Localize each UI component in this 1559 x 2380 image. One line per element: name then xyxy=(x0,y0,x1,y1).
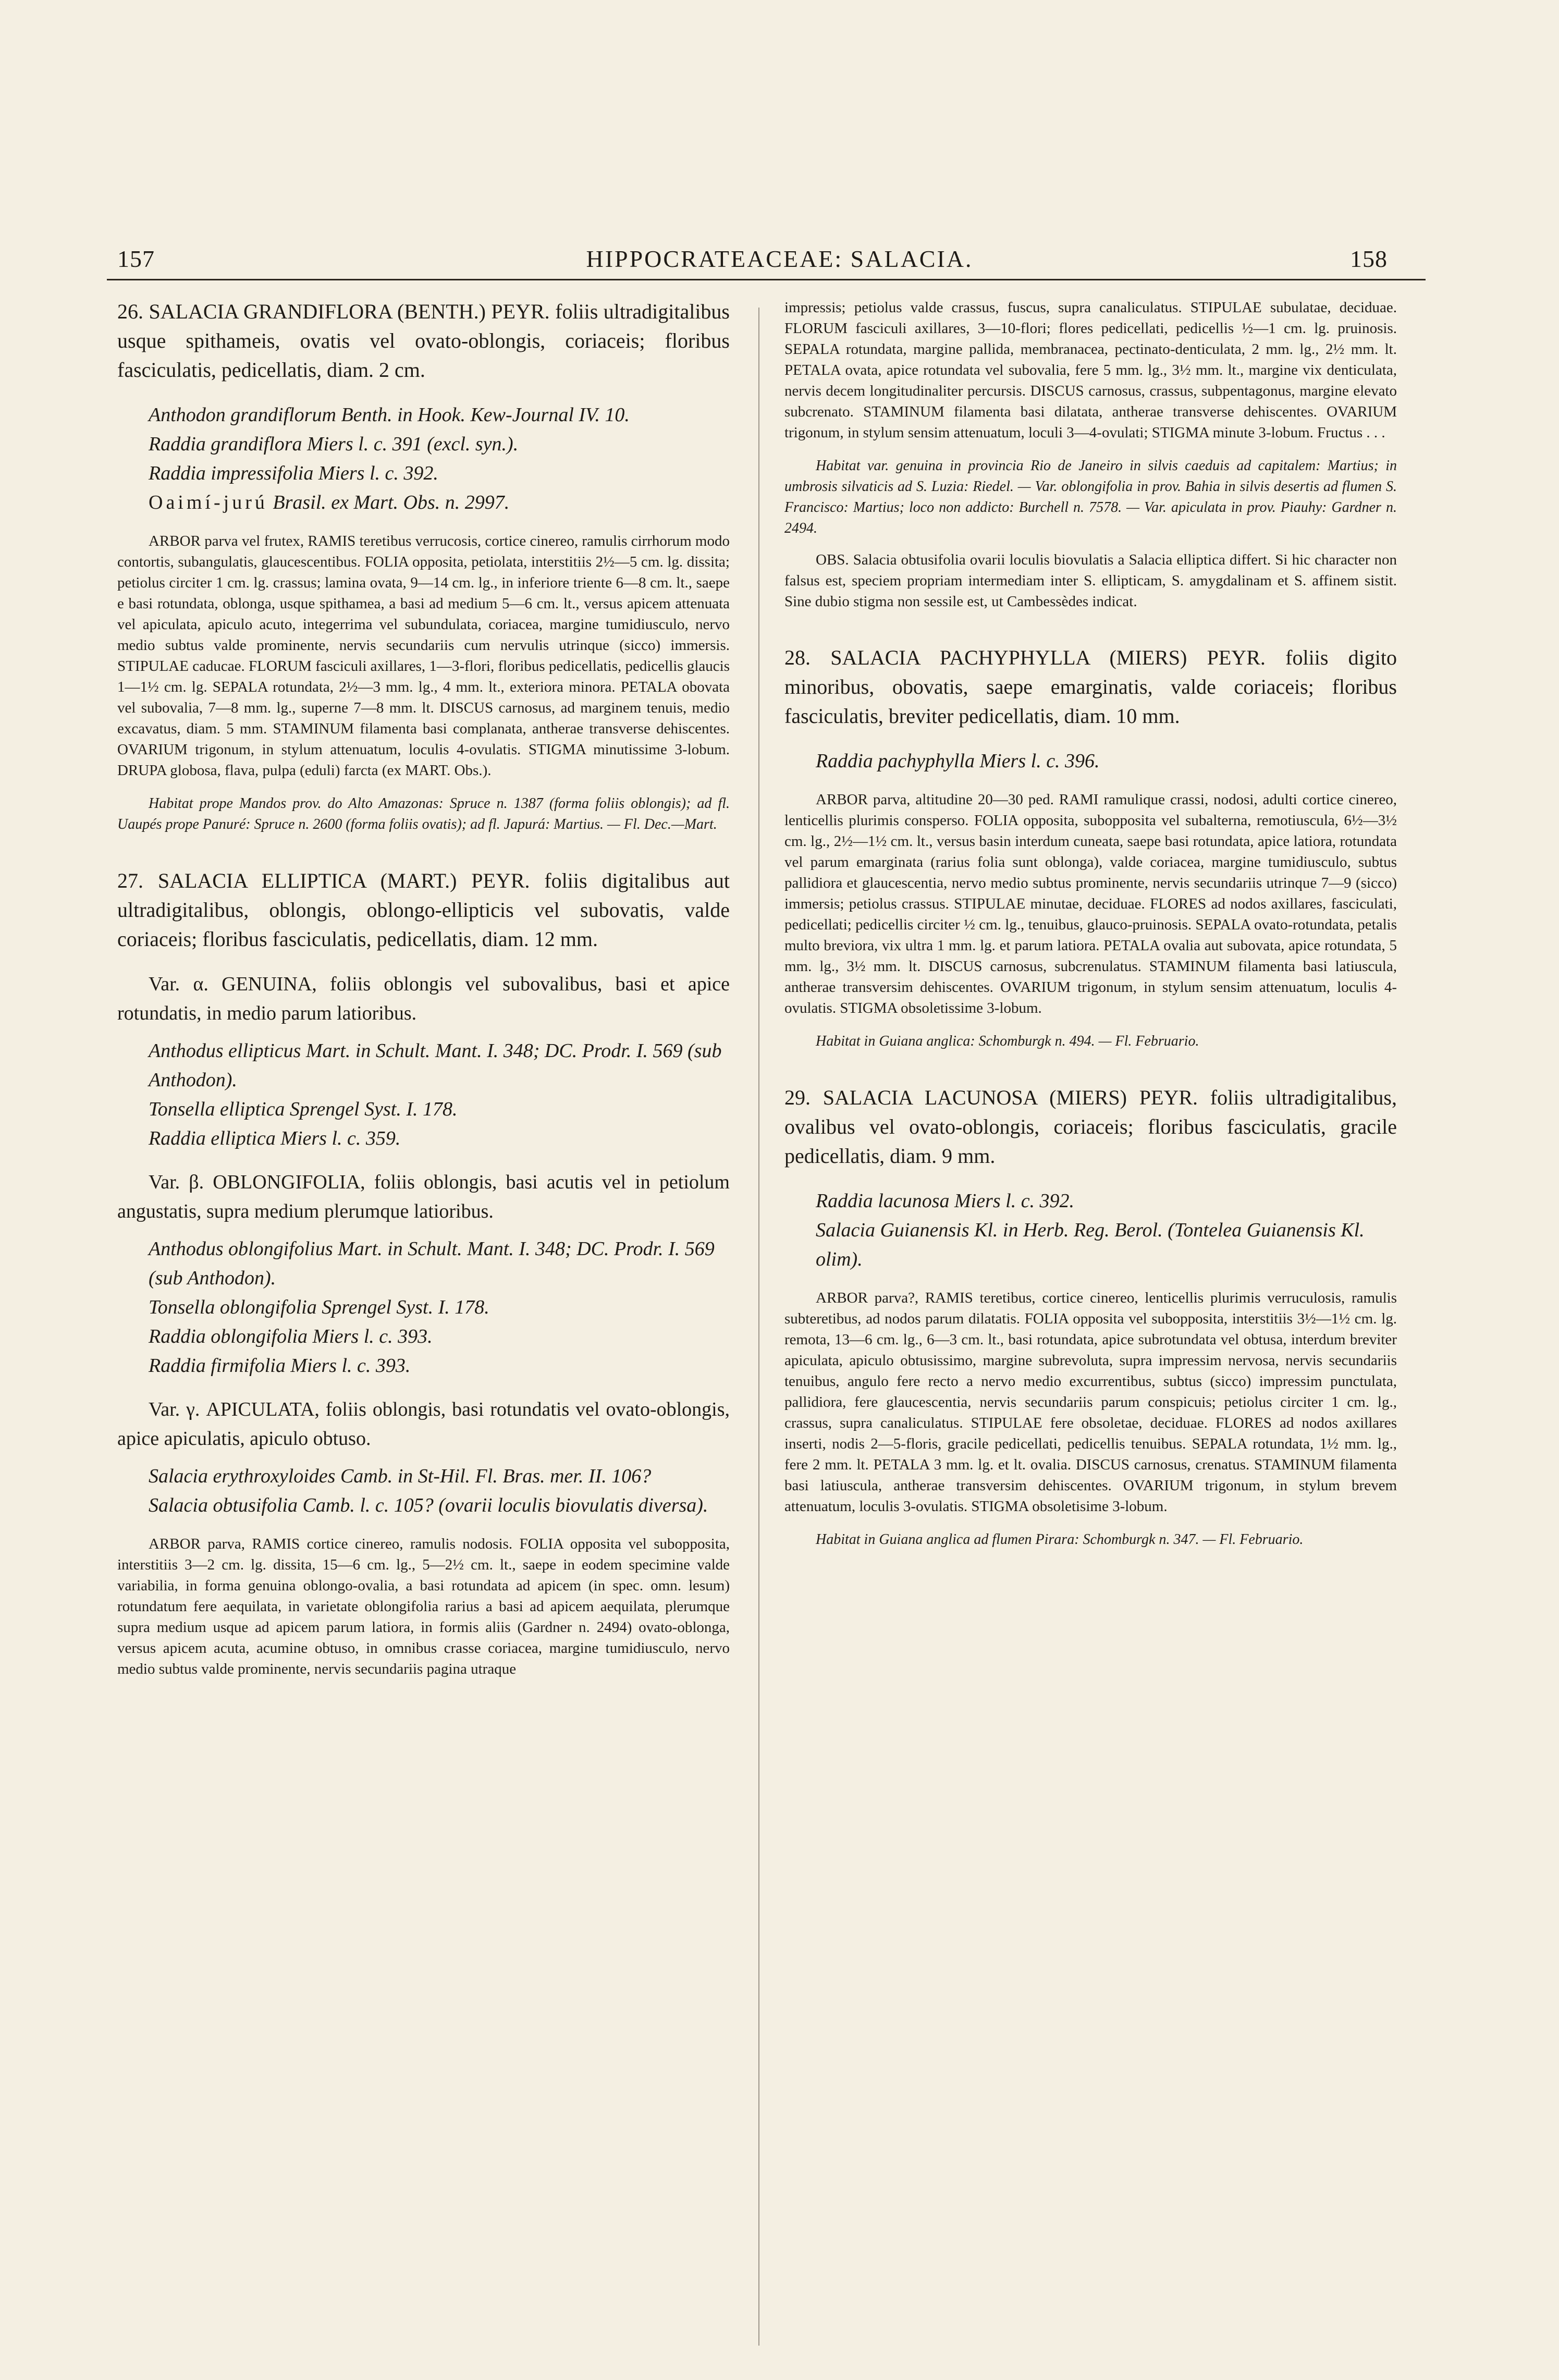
species-26-habitat: Habitat prope Mandos prov. do Alto Amazonas: Spruce n. 1387 (forma foliis oblongis); ad fl. Uaupés prope Panuré: Spruce n. 2600 (forma foliis ovatis); ad fl. Japurá: Martius. — Fl. Dec.—Mart. xyxy=(117,795,730,832)
left-column xyxy=(117,297,730,1692)
variety-alpha-synonyms xyxy=(117,1036,730,1153)
species-27-observation: OBS. Salacia obtusifolia ovarii loculis biovulatis a Salacia elliptica differt. Si hic character non falsus est, speciem propriam intermediam inter S. ellipticam, S. amygdalinam et S. affinem sistit. Sine dubio stigma non sessile est, ut Cambessèdes indicat. xyxy=(784,551,1397,610)
vernacular-name xyxy=(117,488,730,517)
species-26-heading: 26. SALACIA GRANDIFLORA (BENTH.) PEYR. foliis ultradigitalibus usque spithameis, ovatis vel ovato-oblongis, coriaceis; floribus fasciculatis, pedicellatis, diam. 2 cm. xyxy=(117,300,730,382)
column-divider xyxy=(758,308,759,2346)
species-26-synonyms xyxy=(117,400,730,517)
page-number-left: 157 xyxy=(117,246,155,272)
variety-beta-synonyms xyxy=(117,1234,730,1380)
species-28-heading: 28. SALACIA PACHYPHYLLA (MIERS) PEYR. foliis digito minoribus, obovatis, saepe emarginatis, valde coriaceis; floribus fasciculatis, breviter pedicellatis, diam. 10 mm. xyxy=(784,646,1397,728)
synonym: Raddia oblongifolia Miers l. c. 393. xyxy=(149,1326,433,1347)
synonym: Salacia erythroxyloides Camb. in St-Hil. Fl. Bras. mer. II. 106? xyxy=(149,1465,652,1487)
synonym: Raddia firmifolia Miers l. c. 393. xyxy=(149,1355,411,1377)
synonym: Raddia elliptica Miers l. c. 359. xyxy=(149,1127,401,1149)
synonym: Anthodon grandiflorum Benth. in Hook. Kew-Journal IV. 10. xyxy=(149,404,630,426)
right-column xyxy=(784,297,1397,1561)
header-rule xyxy=(107,279,1426,280)
vernacular-word: Oaimí-jurú xyxy=(149,492,268,513)
synonym: Tonsella elliptica Sprengel Syst. I. 178. xyxy=(149,1098,458,1120)
synonym: Raddia impressifolia Miers l. c. 392. xyxy=(149,462,438,484)
synonym: Anthodus oblongifolius Mart. in Schult. Mant. I. 348; DC. Prodr. I. 569 (sub Anthodon). xyxy=(149,1238,715,1289)
species-27-description: ARBOR parva, RAMIS cortice cinereo, ramulis nodosis. FOLIA opposita vel subopposita, interstitiis 3—2 cm. lg. dissita, 15—6 cm. lg., 5—2½ cm. lt., saepe in eodem specimine valde variabilia, in forma genuina oblongo-ovalia, a basi rotundata ad apicem (in spec. omn. lesum) rotundatum fere aequilata, in varietate oblongifolia rarius a basi ad apicem aequilata, plerumque supra medium usque ad apicem parum latiora, in formis aliis (Gardner n. 2494) ovato-oblonga, versus apicem acuta, acumine obtuso, in omnibus crasse coriacea, margine tumidiusculo, nervo medio subtus valde prominente, nervis secundariis pagina utraque xyxy=(117,1536,730,1677)
synonym: Raddia lacunosa Miers l. c. 392. xyxy=(816,1190,1075,1212)
species-29-heading: 29. SALACIA LACUNOSA (MIERS) PEYR. foliis ultradigitalibus, ovalibus vel ovato-oblongis, coriaceis; floribus fasciculatis, gracile pedicellatis, diam. 9 mm. xyxy=(784,1086,1397,1168)
species-29-description: ARBOR parva?, RAMIS teretibus, cortice cinereo, lenticellis plurimis verruculosis, ramulis subteretibus, ad nodos parum dilatatis. FOLIA opposita vel subopposita, interstitiis 3½—1½ cm. lg. remota, 13—6 cm. lg., 6—3 cm. lt., basi rotundata, apice subrotundata vel obtusa, interdum breviter apiculata, apiculo obtusissimo, margine subrevoluta, supra impressim nervosa, nervis secundariis tenuibus, angulo fere recto a nervo medio excurrentibus, subtus (sicco) impressim punctulata, pallidiora, fere glaucescentia, nervis secundariis parum conspicuis; petiolus circiter 1 cm. lg., crassus, supra canaliculatus. STIPULAE fere obsoletae, deciduae. FLORES ad nodos axillares inserti, nodis 2—5-floris, gracile pedicellati, pedicellis tenuibus. SEPALA rotundata, 1½ mm. lg., fere 2 mm. lt. PETALA 3 mm. lg. et lt. ovalia. DISCUS carnosus, crenatus. STAMINUM filamenta basi latiuscula, antherae transversim dehiscentes. OVARIUM trigonum, in stylum brevem attenuatum, loculis 3-ovulatis. STIGMA obsoletisime 3-lobum. xyxy=(784,1290,1397,1515)
species-27-heading: 27. SALACIA ELLIPTICA (MART.) PEYR. foliis digitalibus aut ultradigitalibus, oblongis, oblongo-ellipticis vel subovatis, valde coriaceis; floribus fasciculatis, pedicellatis, diam. 12 mm. xyxy=(117,869,730,951)
synonym: Salacia obtusifolia Camb. l. c. 105? (ovarii loculis biovulatis diversa). xyxy=(149,1494,708,1516)
synonym: Anthodus ellipticus Mart. in Schult. Mant. I. 348; DC. Prodr. I. 569 (sub Anthodon). xyxy=(149,1040,722,1091)
species-28-synonyms xyxy=(784,746,1397,776)
species-27-description-continued: impressis; petiolus valde crassus, fuscus, supra canaliculatus. STIPULAE subulatae, deciduae. FLORUM fasciculi axillares, 3—10-flori; flores pedicellati, pedicellis ½—1 cm. lg. pruinosis. SEPALA rotundata, margine pallida, membranacea, pectinato-denticulata, 2 mm. lg., 2½ mm. lt. PETALA ovata, apice rotundata vel subovalia, fere 5 mm. lg., 3½ mm. lt., margine vix denticulata, nervis decem longitudinaliter percursis. DISCUS carnosus, crassus, subpentagonus, margine elevato subcrenato. STAMINUM filamenta basi dilatata, antherae transverse dehiscentes. OVARIUM trigonum, in stylum sensim attenuatum, loculi 3—4-ovulati; STIGMA minute 3-lobum. Fructus . . . xyxy=(784,299,1397,441)
variety-beta: Var. β. OBLONGIFOLIA, foliis oblongis, basi acutis vel in petiolum angustatis, supra medium plerumque latioribus. xyxy=(117,1171,730,1222)
synonym: Raddia pachyphylla Miers l. c. 396. xyxy=(816,750,1100,772)
species-29-synonyms xyxy=(784,1186,1397,1274)
species-28-habitat: Habitat in Guiana anglica: Schomburgk n. 494. — Fl. Februario. xyxy=(816,1033,1199,1049)
synonym: Tonsella oblongifolia Sprengel Syst. I. 178. xyxy=(149,1296,489,1318)
species-29-habitat: Habitat in Guiana anglica ad flumen Pirara: Schomburgk n. 347. — Fl. Februario. xyxy=(816,1531,1304,1548)
synonym: Raddia grandiflora Miers l. c. 391 (excl. syn.). xyxy=(149,433,519,455)
synonym: Salacia Guianensis Kl. in Herb. Reg. Berol. (Tontelea Guianensis Kl. olim). xyxy=(816,1219,1365,1270)
running-title: HIPPOCRATEACEAE: SALACIA. xyxy=(586,246,973,272)
species-28-description: ARBOR parva, altitudine 20—30 ped. RAMI ramulique crassi, nodosi, adulti cortice cinereo, lenticellis plurimis consperso. FOLIA opposita, subopposita vel subalterna, remotiuscula, 6½—3½ cm. lg., 2½—1½ cm. lt., versus basin interdum cuneata, saepe basi rotundata, apice latiora, rotundata vel parum emarginata (rarius folia sunt oblonga), valde coriacea, margine tumidiusculo, subtus pallidiora et glaucescentia, nervo medio subtus prominente, nervis secundariis utrinque 7—9 (sicco) immersis; petiolus crassus. STIPULAE minutae, deciduae. FLORES ad nodos axillares, fasciculati, pedicellati; pedicellis circiter ½ cm. lg., tenuibus, glauco-pruinosis. SEPALA ovato-rotundata, petalis multo breviora, vix ultra 1 mm. lg. et parum latiora. PETALA ovalia aut subovata, apice rotundata, 5 mm. lg., 3½ mm. lt. DISCUS carnosus, subcrenulatus. STAMINUM filamenta basi latiuscula, antherae transversim dehiscentes. OVARIUM trigonum, in stylum sensim attenuatum, loculis 4-ovulatis. STIGMA obsoletissime 3-lobum. xyxy=(784,791,1397,1016)
variety-gamma-synonyms xyxy=(117,1462,730,1520)
page-number-right: 158 xyxy=(1350,246,1388,272)
variety-gamma: Var. γ. APICULATA, foliis oblongis, basi rotundatis vel ovato-oblongis, apice apiculatis, apiculo obtuso. xyxy=(117,1398,730,1450)
vernacular-ref: Brasil. ex Mart. Obs. n. 2997. xyxy=(273,492,510,513)
species-26-description: ARBOR parva vel frutex, RAMIS teretibus verrucosis, cortice cinereo, ramulis cirrhorum modo contortis, subangulatis, glaucescentibus. FOLIA opposita, petiolata, interstitiis 2½—5 cm. lg. dissita; petiolus circiter 1 cm. lg. crassus; lamina ovata, 9—14 cm. lg., in inferiore triente 6—8 cm. lt., saepe e basi rotundata, oblonga, usque spithamea, a basi ad medium 5—6 cm. lt., versus apicem attenuata vel apiculata, apiculo acuto, integerrima vel subundulata, coriacea, margine tumidiusculo, nervo medio subtus valde prominente, nervis secundariis cum nervulis utrinque (sicco) immersis. STIPULAE caducae. FLORUM fasciculi axillares, 1—3-flori, floribus pedicellatis, pedicellis glaucis 1—1½ cm. lg. SEPALA rotundata, 2½—3 mm. lg., 4 mm. lt., exteriora minora. PETALA obovata vel subovalia, 7—8 mm. lg., superne 7—8 mm. lt. DISCUS carnosus, ad marginem tenuis, medio excavatus, diam. 5 mm. STAMINUM filamenta basi complanata, antherae transverse dehiscentes. OVARIUM trigonum, in stylum attenuatum, loculis 4-ovulatis. STIGMA minutissime 3-lobum. DRUPA globosa, flava, pulpa (eduli) farcta (ex MART. Obs.). xyxy=(117,533,730,779)
variety-alpha: Var. α. GENUINA, foliis oblongis vel subovalibus, basi et apice rotundatis, in medio parum latioribus. xyxy=(117,973,730,1024)
species-27-habitat: Habitat var. genuina in provincia Rio de Janeiro in silvis caeduis ad capitalem: Martius; in umbrosis silvaticis ad S. Luzia: Riedel. — Var. oblongifolia in prov. Bahia in silvis desertis ad flumen S. Francisco: Martius; loco non addicto: Burchell n. 7578. — Var. apiculata in prov. Piauhy: Gardner n. 2494. xyxy=(784,458,1397,536)
